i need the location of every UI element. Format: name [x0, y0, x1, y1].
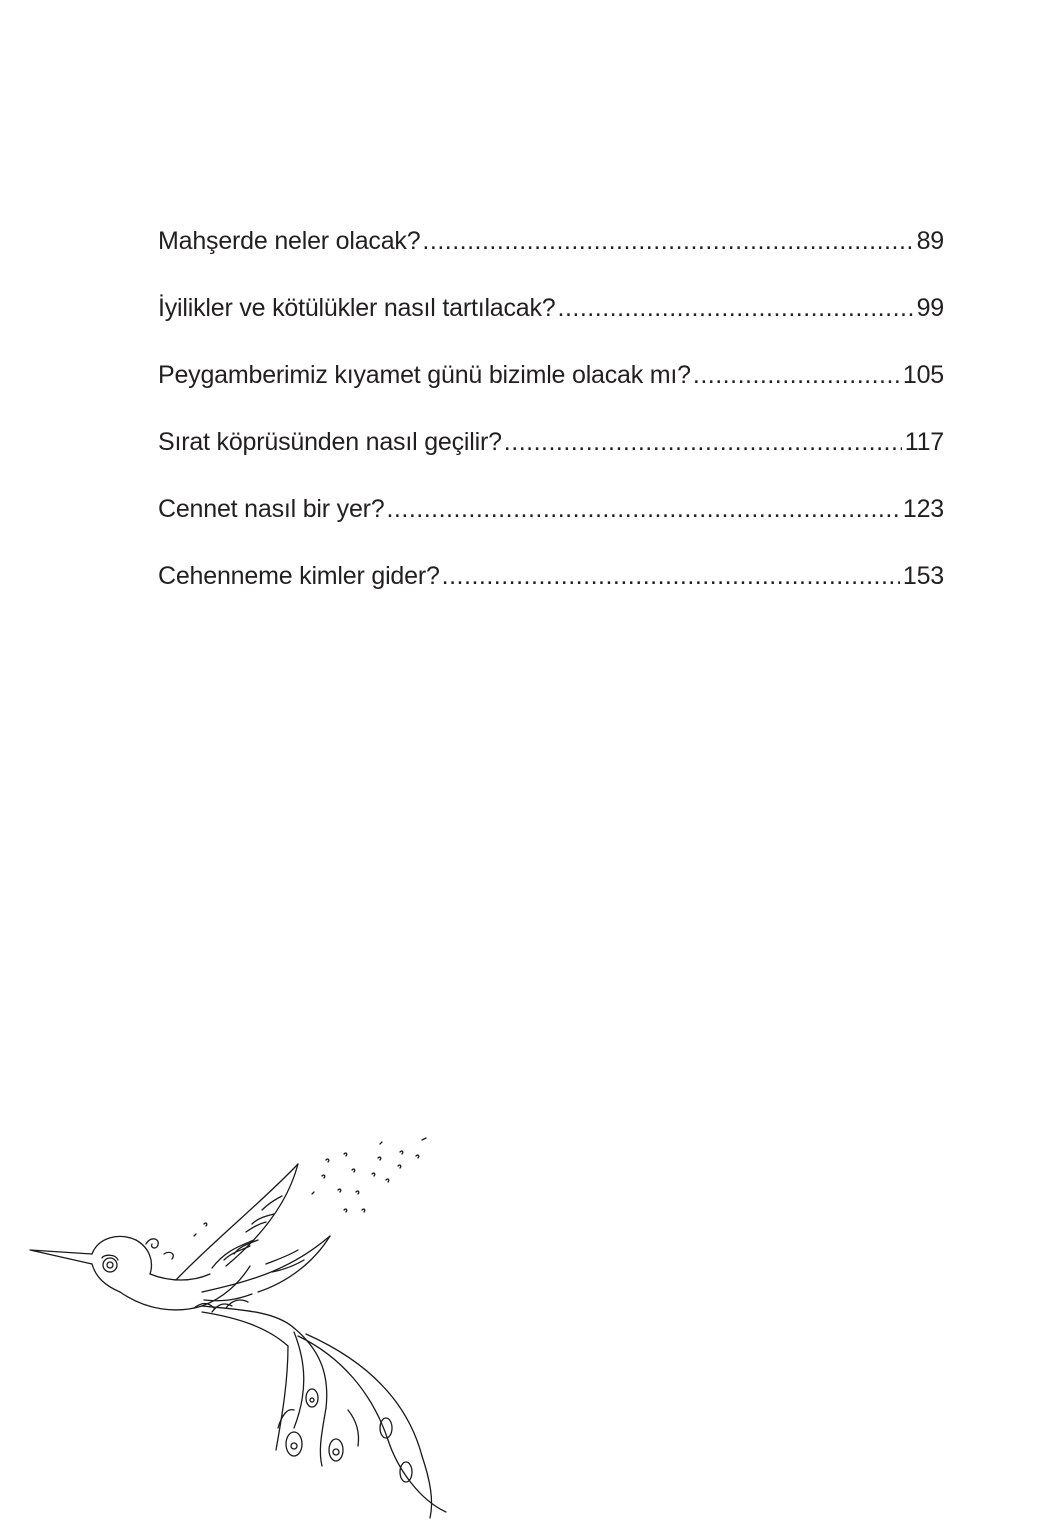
toc-dot-leader — [504, 419, 902, 465]
toc-entry-page: 105 — [902, 361, 944, 389]
toc-entry-title: İyilikler ve kötülükler nasıl tartılacak? — [158, 294, 556, 322]
toc-dot-leader — [386, 486, 899, 532]
hummingbird-line-drawing-icon — [26, 1132, 456, 1522]
toc-entry[interactable] — [158, 553, 944, 620]
toc-entry-page: 123 — [902, 495, 944, 523]
toc-entry-title: Mahşerde neler olacak? — [158, 227, 421, 255]
toc-entry[interactable] — [158, 352, 944, 419]
table-of-contents — [158, 218, 944, 620]
toc-entry-page: 99 — [916, 294, 944, 322]
toc-entry-title: Cehenneme kimler gider? — [158, 562, 440, 590]
toc-entry[interactable] — [158, 419, 944, 486]
toc-dot-leader — [558, 285, 914, 331]
toc-entry[interactable] — [158, 218, 944, 285]
toc-entry-page: 117 — [904, 428, 944, 456]
toc-entry-page: 153 — [902, 562, 944, 590]
toc-entry[interactable] — [158, 486, 944, 553]
toc-dot-leader — [693, 352, 900, 398]
toc-entry-page: 89 — [916, 227, 944, 255]
toc-entry-title: Sırat köprüsünden nasıl geçilir? — [158, 428, 502, 456]
toc-dot-leader — [442, 553, 900, 599]
toc-entry-title: Cennet nasıl bir yer? — [158, 495, 385, 523]
toc-dot-leader — [422, 218, 913, 264]
toc-entry[interactable] — [158, 285, 944, 352]
toc-entry-title: Peygamberimiz kıyamet günü bizimle olacak mı? — [158, 361, 691, 389]
